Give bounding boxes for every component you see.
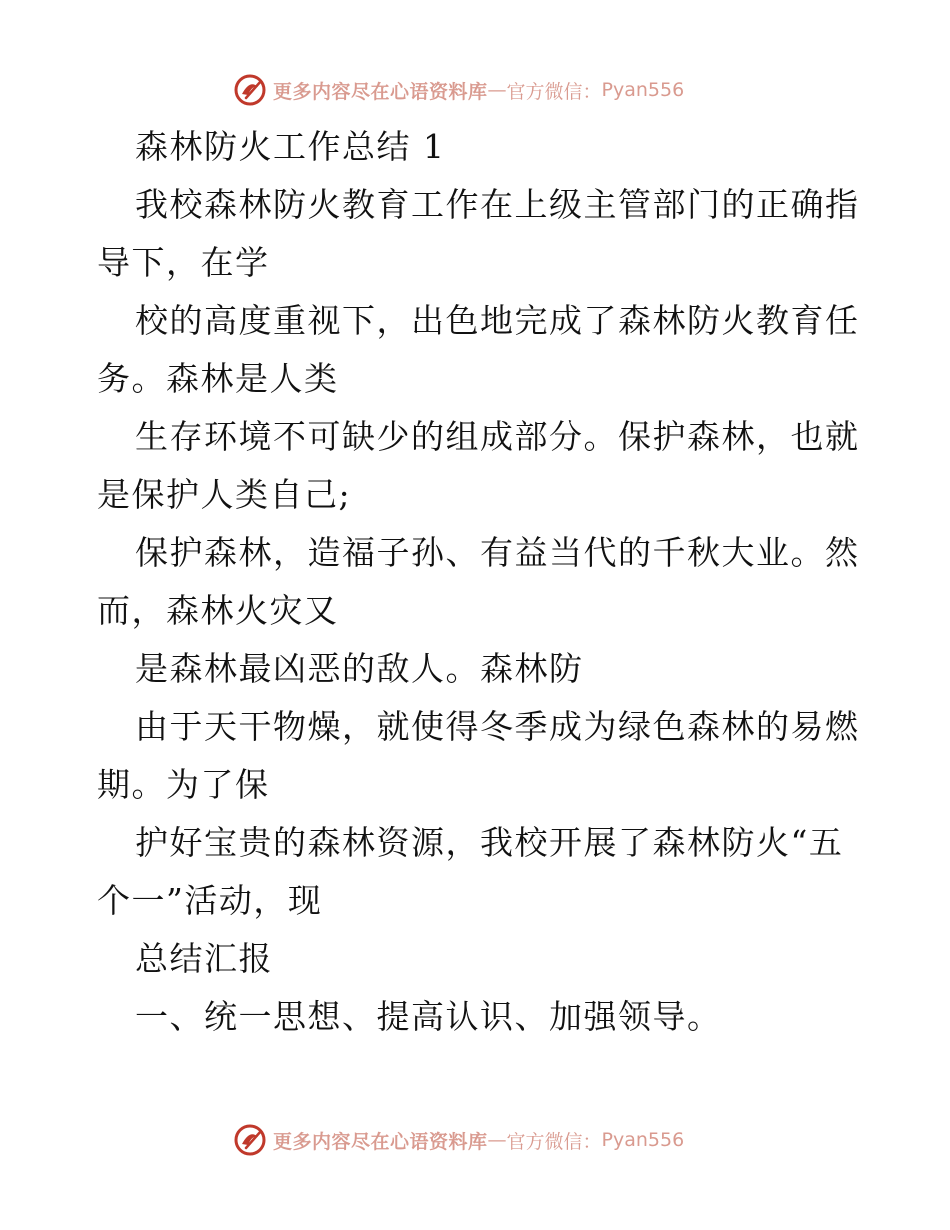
text-line: 生存环境不可缺少的组成部分。保护森林，也就 xyxy=(135,417,860,456)
footer-wechat-label: 官方微信： xyxy=(506,1130,602,1153)
header-banner-separator: — xyxy=(487,79,507,101)
header-wechat-id: Pyan556 xyxy=(601,79,685,101)
text-line: 我校森林防火教育工作在上级主管部门的正确指 xyxy=(135,185,860,224)
swirl-logo-icon xyxy=(233,1123,267,1157)
text-line: 而，森林火灾又 xyxy=(97,591,339,630)
text-line: 护好宝贵的森林资源，我校开展了森林防火“五 xyxy=(135,823,844,862)
header-banner-inner xyxy=(233,70,684,110)
text-line: 是保护人类自己; xyxy=(97,475,352,514)
text-line: 个一”活动，现 xyxy=(97,881,323,920)
header-banner-text: 更多内容尽在心语资料库 xyxy=(273,80,488,103)
text-line: 校的高度重视下，出色地完成了森林防火教育任 xyxy=(135,301,860,340)
text-line: 由于天干物燥，就使得冬季成为绿色森林的易燃 xyxy=(135,707,860,746)
text-line: 保护森林，造福子孙、有益当代的千秋大业。然 xyxy=(135,533,860,572)
text-line: 导下，在学 xyxy=(97,243,270,282)
footer-banner-inner xyxy=(233,1120,684,1160)
footer-banner-separator: — xyxy=(487,1129,507,1151)
footer-banner-text: 更多内容尽在心语资料库 xyxy=(273,1130,488,1153)
footer-banner xyxy=(0,1120,950,1160)
text-line: 总结汇报 xyxy=(135,939,273,978)
footer-wechat-id: Pyan556 xyxy=(601,1129,685,1151)
swirl-logo-icon xyxy=(233,73,267,107)
text-line: 务。森林是人类 xyxy=(97,359,339,398)
text-line: 是森林最凶恶的敌人。森林防 xyxy=(135,649,584,688)
document-body xyxy=(97,118,860,1046)
section-heading: 一、统一思想、提高认识、加强领导。 xyxy=(135,997,722,1036)
document-title: 森林防火工作总结 1 xyxy=(135,127,446,166)
header-banner xyxy=(0,70,950,110)
text-line: 期。为了保 xyxy=(97,765,270,804)
header-wechat-label: 官方微信： xyxy=(506,80,602,103)
